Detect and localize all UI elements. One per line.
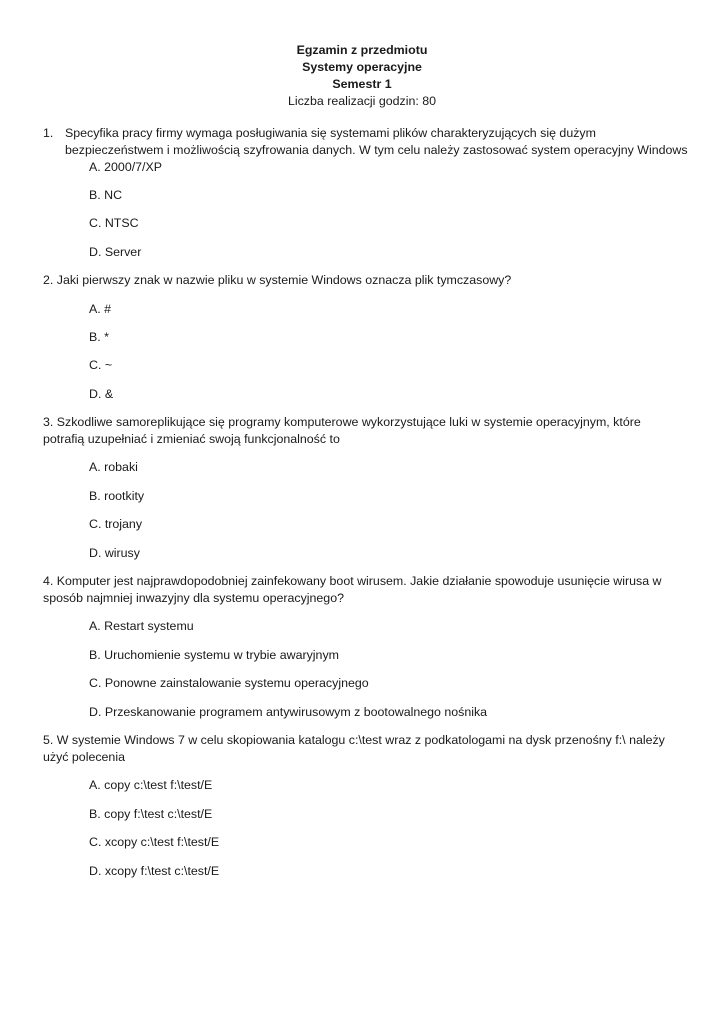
- question-4-option-d: D. Przeskanowanie programem antywirusowym z bootowalnego nośnika: [89, 705, 488, 719]
- question-2-option-a: A. #: [89, 302, 112, 316]
- question-4-option-a: A. Restart systemu: [89, 619, 194, 633]
- question-1-option-a: A. 2000/7/XP: [89, 160, 163, 174]
- question-1-text-line2: bezpieczeństwem i możliwością szyfrowania danych. W tym celu należy zastosować system operacyjny Windows: [65, 143, 688, 157]
- question-4-text-line1: 4. Komputer jest najprawdopodobniej zainfekowany boot wirusem. Jakie działanie spowoduje usunięcie wirusa w: [43, 574, 662, 588]
- question-4-option-c: C. Ponowne zainstalowanie systemu operacyjnego: [89, 676, 369, 690]
- subject-name: Systemy operacyjne: [302, 60, 422, 74]
- question-1-option-b: B. NC: [89, 188, 123, 202]
- question-1-text-line1: 1. Specyfika pracy firmy wymaga posługiwania się systemami plików charakteryzujących się dużym: [43, 126, 596, 140]
- question-1-number: 1.: [43, 126, 54, 140]
- question-4-text-line2: sposób najmniej inwazyjny dla systemu operacyjnego?: [43, 591, 344, 605]
- question-2-option-b: B. *: [89, 330, 109, 344]
- exam-title: Egzamin z przedmiotu: [296, 43, 428, 57]
- exam-header: [0, 42, 724, 110]
- question-1-option-c: C. NTSC: [89, 216, 139, 230]
- question-3-option-b: B. rootkity: [89, 489, 145, 503]
- question-5-text-line1: 5. W systemie Windows 7 w celu skopiowania katalogu c:\test wraz z podkatologami na dysk przenośny f:\ należy: [43, 733, 665, 747]
- question-5-text-line2: użyć polecenia: [43, 750, 125, 764]
- question-1-option-d: D. Server: [89, 245, 142, 259]
- question-5-option-b: B. copy f:\test c:\test/E: [89, 807, 213, 821]
- question-2-text-line1: 2. Jaki pierwszy znak w nazwie pliku w systemie Windows oznacza plik tymczasowy?: [43, 273, 512, 287]
- question-3-text-line1: 3. Szkodliwe samoreplikujące się programy komputerowe wykorzystujące luki w systemie operacyjnym, które: [43, 415, 641, 429]
- question-2-option-d: D. &: [89, 387, 114, 401]
- question-5-option-a: A. copy c:\test f:\test/E: [89, 778, 213, 792]
- semester: Semestr 1: [332, 77, 392, 91]
- question-3-option-d: D. wirusy: [89, 546, 140, 560]
- question-4-option-b: B. Uruchomienie systemu w trybie awaryjnym: [89, 648, 339, 662]
- question-3-option-c: C. trojany: [89, 517, 143, 531]
- question-5-option-d: D. xcopy f:\test c:\test/E: [89, 864, 220, 878]
- question-2-option-c: C. ~: [89, 358, 113, 372]
- question-5-option-c: C. xcopy c:\test f:\test/E: [89, 835, 220, 849]
- question-3-text-line2: potrafią uzupełniać i zmieniać swoją funkcjonalność to: [43, 432, 340, 446]
- question-3-option-a: A. robaki: [89, 460, 138, 474]
- hours-count: Liczba realizacji godzin: 80: [287, 94, 437, 108]
